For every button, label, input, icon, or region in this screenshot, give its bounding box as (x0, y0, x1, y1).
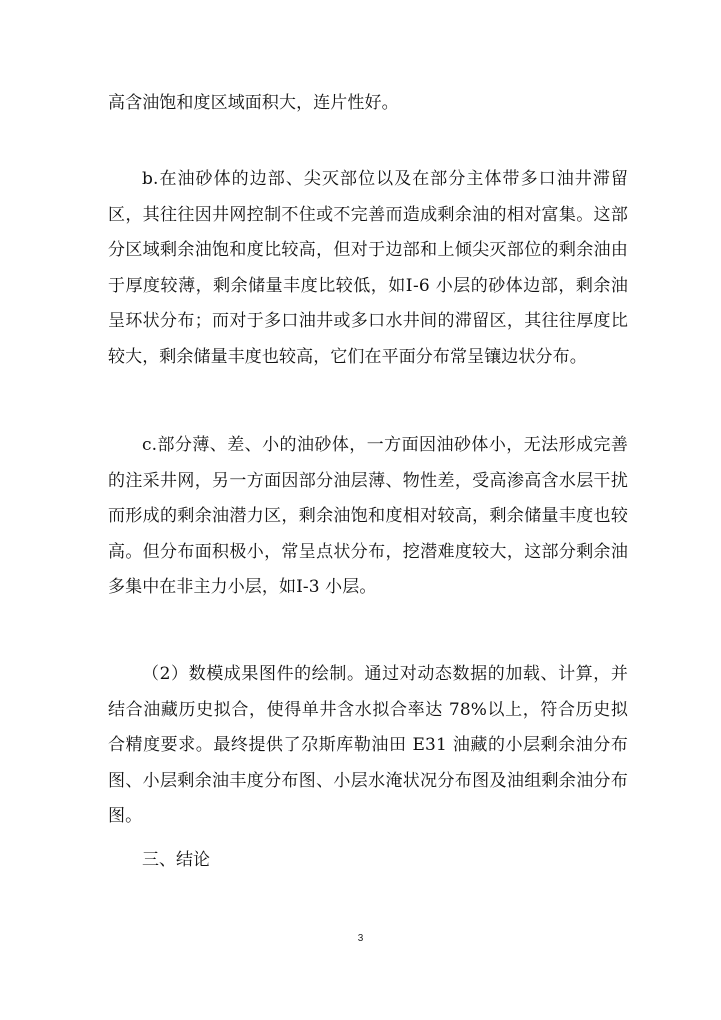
paragraph-c: c.部分薄、差、小的油砂体，一方面因油砂体小，无法形成完善的注采井网，另一方面因部分油层薄、物性差，受高渗高含水层干扰而形成的剩余油潜力区，剩余油饱和度相对较高，剩余储量丰度也较高。但分布面积极小，常呈点状分布，挖潜难度较大，这部分剩余油多集中在非主力小层，如Ⅰ-3 小层。 (108, 435, 628, 597)
paragraph-model-results: （2）数模成果图件的绘制。通过对动态数据的加载、计算，并结合油藏历史拟合，使得单井含水拟合率达 78%以上，符合历史拟合精度要求。最终提供了尕斯库勒油田 E31 油藏的小层剩余油分布图、小层剩余油丰度分布图、小层水淹状况分布图及油组剩余油分布图。 (108, 664, 628, 826)
paragraph-b: b.在油砂体的边部、尖灭部位以及在部分主体带多口油井滞留区，其往往因井网控制不住或不完善而造成剩余油的相对富集。这部分区域剩余油饱和度比较高，但对于边部和上倾尖灭部位的剩余油由于厚度较薄，剩余储量丰度比较低，如Ⅰ-6 小层的砂体边部，剩余油呈环状分布；而对于多口油井或多口水井间的滞留区，其往往厚度比较大，剩余储量丰度也较高，它们在平面分布常呈镶边状分布。 (108, 169, 628, 367)
paragraph-continuation: 高含油饱和度区域面积大，连片性好。 (108, 93, 399, 113)
section-heading: 三、结论 (142, 850, 210, 870)
page-number: 3 (357, 933, 364, 944)
